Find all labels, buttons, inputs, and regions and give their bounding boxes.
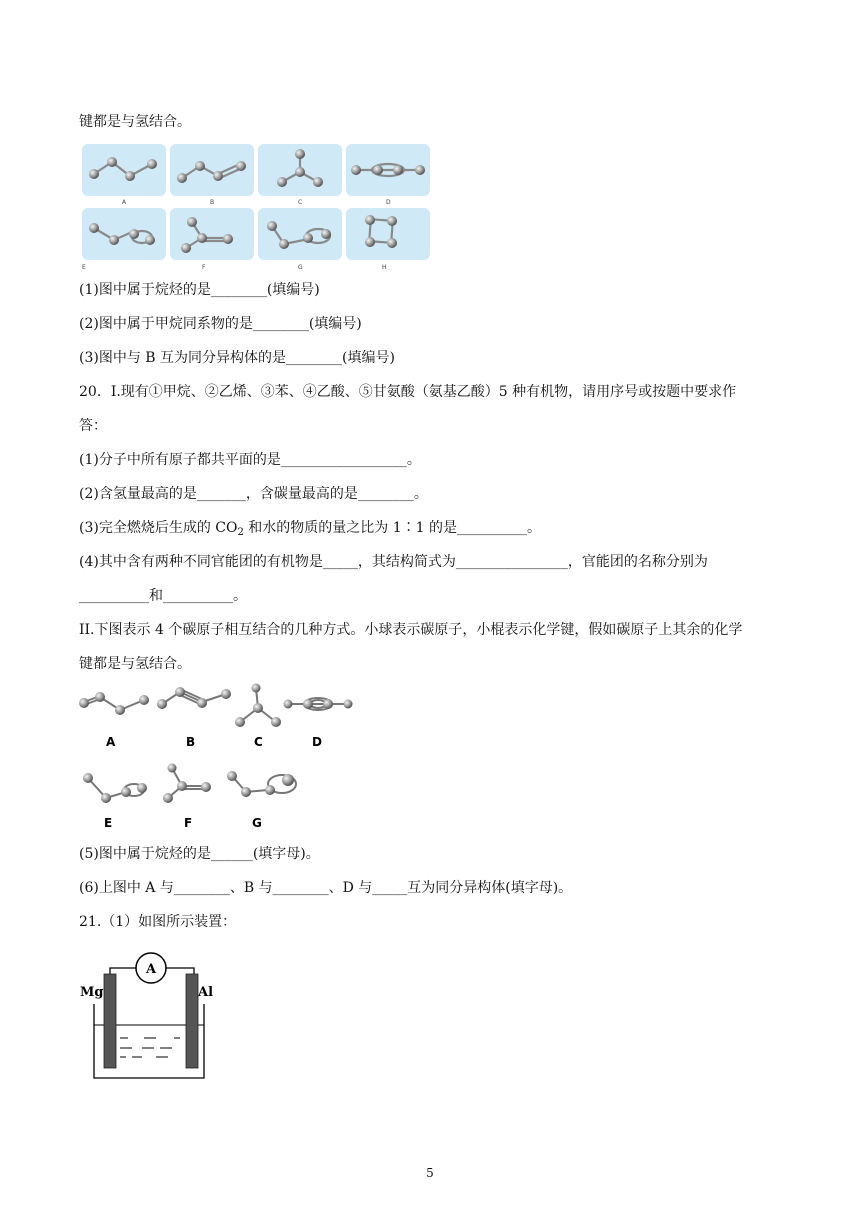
fig-label-d: D bbox=[312, 735, 322, 749]
q20-question-6: (6)上图中 A 与________、B 与________、D 与_____互为同分异构体(填字母)。 bbox=[79, 880, 573, 896]
q19-question-2: (2)图中属于甲烷同系物的是________(填编号) bbox=[79, 316, 362, 332]
panel-label-c: C bbox=[298, 199, 303, 206]
q20-molecule-figure bbox=[76, 684, 366, 834]
q19-question-3: (3)图中与 B 互为同分异构体的是________(填编号) bbox=[79, 350, 395, 366]
panel-label-g: G bbox=[298, 264, 303, 271]
q20-intro-line1: 20．I.现有①甲烷、②乙烯、③苯、④乙酸、⑤甘氨酸（氨基乙酸）5 种有机物，请用序号或按题中要求作 bbox=[79, 384, 737, 400]
q20-question-1: (1)分子中所有原子都共平面的是__________________。 bbox=[79, 452, 421, 468]
q19-question-1: (1)图中属于烷烃的是________(填编号) bbox=[79, 282, 320, 298]
fig-label-f: F bbox=[184, 816, 193, 830]
q21-intro: 21.（1）如图所示装置： bbox=[79, 914, 237, 930]
panel-label-d: D bbox=[386, 199, 391, 206]
al-label: Al bbox=[198, 985, 214, 1000]
page-number: 5 bbox=[426, 1166, 434, 1180]
q20-q3-pre: (3)完全燃烧后生成的 CO bbox=[79, 520, 238, 536]
panel-label-h: H bbox=[382, 264, 387, 271]
q20-question-4-line1: (4)其中含有两种不同官能团的有机物是_____，其结构简式为________________，官能团的名称分别为 bbox=[79, 554, 708, 570]
galvanic-cell-diagram bbox=[76, 950, 216, 1084]
q20-part2-line1: II.下图表示 4 个碳原子相互结合的几种方式。小球表示碳原子，小棍表示化学键，假如碳原子上其余的化学 bbox=[79, 622, 743, 638]
panel-h bbox=[346, 208, 430, 260]
q19-intro-tail: 键都是与氢结合。 bbox=[79, 114, 191, 130]
panel-label-f: F bbox=[202, 264, 206, 271]
mg-label: Mg bbox=[80, 985, 104, 1000]
q20-question-4-line2: __________和__________。 bbox=[79, 588, 247, 604]
wire bbox=[166, 968, 194, 974]
fig-label-a: A bbox=[106, 735, 116, 749]
wire bbox=[110, 968, 136, 974]
q20-question-3 bbox=[79, 518, 541, 543]
fig-label-g: G bbox=[252, 816, 262, 830]
q20-q3-post: 和水的物质的量之比为 1∶1 的是__________。 bbox=[243, 520, 542, 536]
fig-label-e: E bbox=[104, 816, 113, 830]
ammeter-label: A bbox=[145, 962, 157, 977]
panel-label-e: E bbox=[82, 264, 86, 271]
q20-part2-line2: 键都是与氢结合。 bbox=[79, 656, 191, 672]
fig-label-b: B bbox=[186, 735, 196, 749]
panel-f bbox=[170, 208, 254, 260]
al-electrode bbox=[186, 974, 198, 1068]
panel-label-a: A bbox=[122, 199, 127, 206]
panel-label-b: B bbox=[210, 199, 215, 206]
q20-q3-subscript: 2 bbox=[237, 527, 244, 538]
q20-intro-line2: 答： bbox=[79, 418, 107, 434]
panel-e bbox=[82, 208, 166, 260]
q20-question-5: (5)图中属于烷烃的是______(填字母)。 bbox=[79, 846, 320, 862]
q19-molecule-figure bbox=[80, 142, 436, 271]
fig-label-c: C bbox=[254, 735, 263, 749]
q20-question-2: (2)含氢量最高的是_______，含碳量最高的是________。 bbox=[79, 486, 428, 502]
mg-electrode bbox=[104, 974, 116, 1068]
